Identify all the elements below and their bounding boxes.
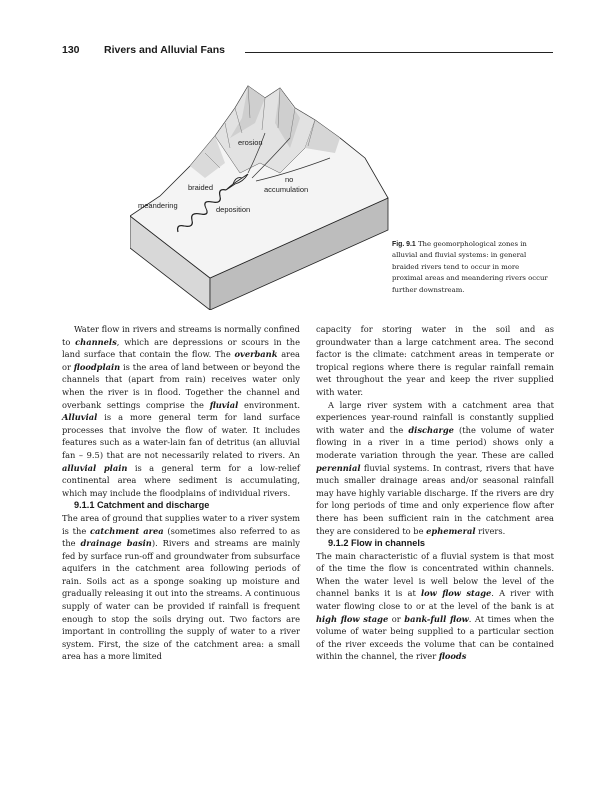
term-high-flow-stage: high flow stage (316, 613, 389, 624)
paragraph-discharge (316, 399, 554, 538)
paragraph-channels (62, 323, 300, 499)
text-run: A large river system with a catchment area that experiences year-round rainfall is constantly supplied with water and the (316, 399, 554, 435)
term-perennial: perennial (316, 462, 361, 473)
header-rule (245, 52, 553, 53)
text-run: . At times when the volume of water being supplied to a particular section of the river exceeds the volume that can be contained within the channel, the river (316, 613, 554, 662)
section-heading-catchment: 9.1.1 Catchment and discharge (74, 500, 210, 511)
label-braided: braided (188, 183, 214, 192)
label-accumulation: accumulation (264, 185, 309, 194)
text-run: . A river with water flowing close to or at the level of the bank is at (316, 588, 554, 612)
text-run: environment. (238, 399, 300, 410)
term-alluvial: Alluvial (62, 412, 98, 423)
text-run: or (388, 613, 405, 624)
label-deposition: deposition (216, 205, 251, 214)
term-floods: floods (438, 651, 467, 662)
text-run: (the volume of water flowing in a river in a time period) shows only a moderate variation through the year. These are called (316, 424, 555, 460)
term-channels: channels (75, 336, 117, 347)
term-floodplain: floodplain (73, 361, 121, 372)
text-run: is a general term for a low-relief continental area where sediment is accumulating, which may include the floodplains of individual rivers. (62, 462, 300, 498)
paragraph-flow-stage (316, 550, 554, 663)
term-low-flow-stage: low flow stage (421, 588, 492, 599)
text-run: rivers. (475, 525, 506, 536)
text-run: is the area of land between or beyond the channels that (apart from rain) receives water only when the river is in flood. Together the channel and overbank settings comprise the (62, 361, 300, 410)
term-drainage-basin: drainage basin (80, 538, 152, 549)
label-no: no (285, 175, 294, 184)
figure-block-diagram (130, 78, 390, 310)
term-overbank: overbank (234, 349, 278, 360)
paragraph-climate: capacity for storing water in the soil and as groundwater than a large catchment area. The second factor is the climate: catchment areas in temperate or tropical regions where there is regular rainfall remain wet throughout the year and keep the river supplied with water. (316, 324, 554, 397)
caption-text: The geomorphological zones in alluvial and fluvial systems: in general braided rivers tend to occur in more proximal areas and meandering rivers occur further downstream. (392, 240, 548, 294)
chapter-title: Rivers and Alluvial Fans (104, 44, 225, 56)
page-number: 130 (62, 44, 80, 56)
paragraph-catchment (62, 512, 300, 663)
label-erosion: erosion (238, 138, 263, 147)
text-run: (sometimes also referred to as the (62, 525, 301, 549)
text-run: ). Rivers and streams are mainly fed by surface run-off and groundwater from subsurface aquifers in the catchment area following periods of rain. Soils act as a sponge soaking up moisture and gradually releasing it out into the streams. A continuous supply of water can be provided if rainfall is frequent enough to stop the soils drying out. Two factors are important in controlling the supply of water to a river system. First, the size of the catchment area: a small area has a more limited (62, 538, 300, 662)
caption-label: Fig. 9.1 (392, 241, 416, 248)
text-run: The main characteristic of a fluvial system is that most of the time the flow is concentrated within channels. When the water level is well below the level of the channel banks it is at (316, 550, 554, 599)
page-header (62, 44, 553, 58)
text-run: The area of ground that supplies water to a river system is the (62, 512, 300, 536)
text-run: , which are depressions or scours in the land surface that contain the flow. The (62, 336, 301, 360)
text-run: Water flow in rivers and streams is normally confined to (62, 324, 300, 347)
text-run: area or (62, 349, 300, 372)
term-bank-full-flow: bank-full flow (404, 613, 469, 624)
left-column (62, 323, 300, 663)
term-fluvial: fluvial (209, 399, 239, 410)
figure-caption (392, 239, 550, 296)
geomorphology-illustration (130, 78, 390, 310)
text-run: is a more general term for land surface processes that involve the flow of water. It includes features such as a water-lain fan of detritus (an alluvial fan – 9.5) that are not necessarily related to rivers. An (62, 412, 300, 460)
label-meandering: meandering (138, 201, 178, 210)
term-catchment-area: catchment area (89, 525, 164, 536)
term-alluvial-plain: alluvial plain (62, 462, 128, 473)
text-run: fluvial systems. In contrast, rivers that have much smaller drainage areas and/or seasonal rainfall may have highly variable discharge. If the rivers are dry for long periods of time and only experience flow after there has been sufficient rain in the catchment area they are considered to be (316, 462, 554, 536)
term-discharge: discharge (408, 424, 454, 435)
term-ephemeral: ephemeral (426, 525, 476, 536)
section-heading-flow: 9.1.2 Flow in channels (328, 538, 426, 549)
right-column (316, 323, 554, 663)
